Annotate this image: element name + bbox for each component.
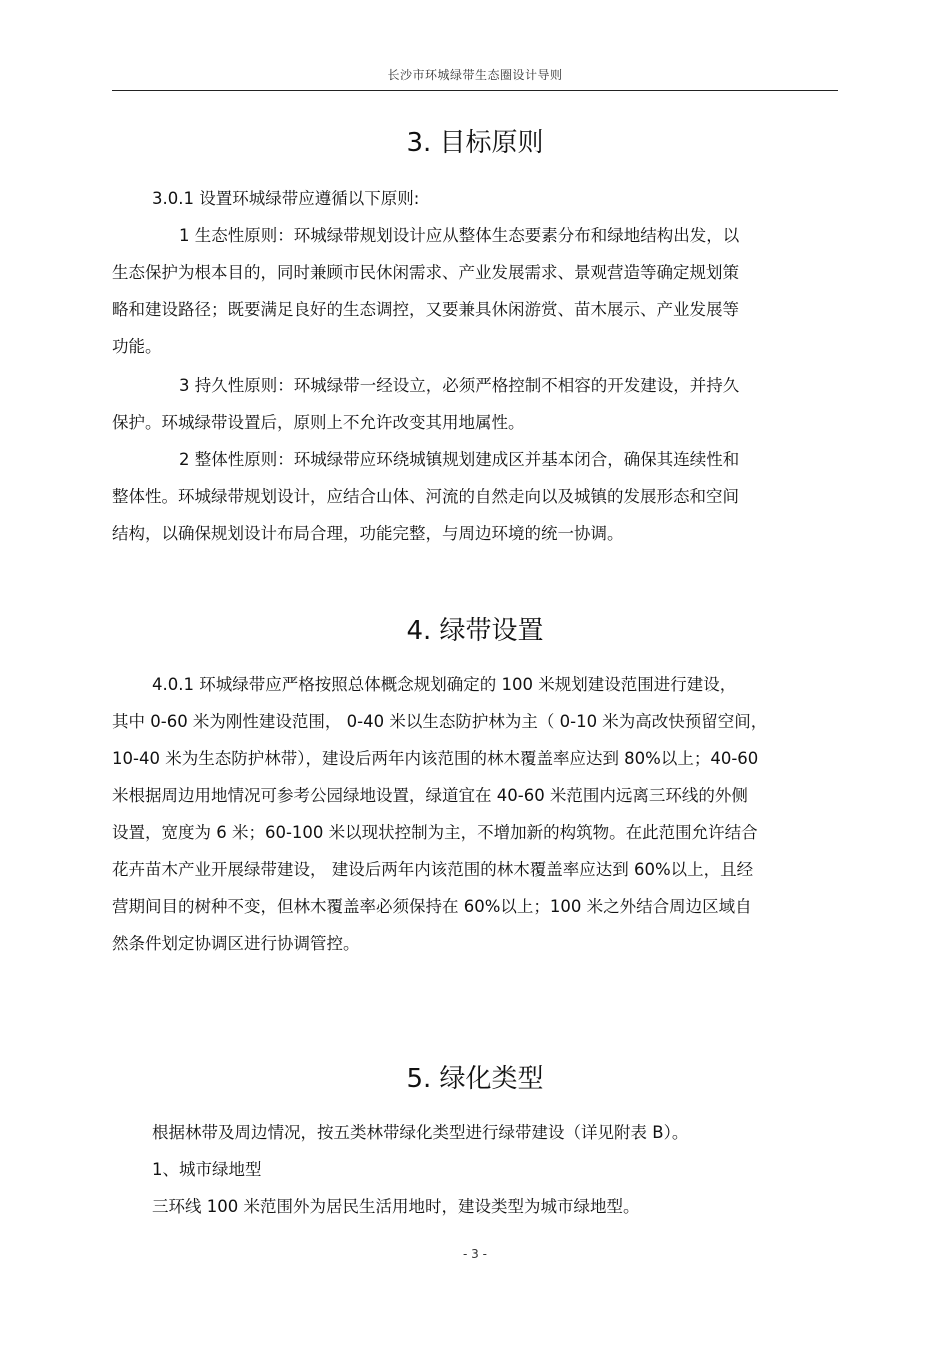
text-line: 三环线 100 米范围外为居民生活用地时，建设类型为城市绿地型。 [152, 1197, 640, 1216]
text-line: 生态保护为根本目的，同时兼顾市民休闲需求、产业发展需求、景观营造等确定规划策 [112, 263, 739, 282]
text-line: 米根据周边用地情况可参考公园绿地设置，绿道宜在 40-60 米范围内远离三环线的外侧 [112, 786, 748, 805]
section-heading-5: 5. 绿化类型 [406, 1064, 544, 1094]
text-line: 花卉苗木产业开展绿带建设， 建设后两年内该范围的林木覆盖率应达到 60%以上，且经 [112, 860, 754, 879]
page-number: - 3 - [463, 1247, 487, 1261]
section-heading-4: 4. 绿带设置 [406, 616, 544, 646]
text-line: 营期间目的树种不变，但林木覆盖率必须保持在 60%以上；100 米之外结合周边区域自 [112, 897, 752, 916]
text-line: 设置，宽度为 6 米；60-100 米以现状控制为主，不增加新的构筑物。在此范围允许结合 [112, 823, 758, 842]
greening-type-1-title [112, 1151, 838, 1188]
text-line: 保护。环城绿带设置后，原则上不允许改变其用地属性。 [112, 413, 525, 432]
text-line: 2 整体性原则：环城绿带应环绕城镇规划建成区并基本闭合，确保其连续性和 [179, 450, 740, 469]
text-line: 3 持久性原则：环城绿带一经设立，必须严格控制不相容的开发建设，并持久 [179, 376, 740, 395]
text-line: 然条件划定协调区进行协调管控。 [112, 934, 360, 953]
clause-4-0-1 [112, 666, 838, 962]
running-header: 长沙市环城绿带生态圈设计导则 [387, 68, 563, 82]
text-line: 3.0.1 设置环城绿带应遵循以下原则: [152, 189, 420, 208]
text-line: 略和建设路径；既要满足良好的生态调控，又要兼具休闲游赏、苗木展示、产业发展等 [112, 300, 739, 319]
text-line: 其中 0-60 米为刚性建设范围， 0-40 米以生态防护林为主（ 0-10 米为高改快预留空间， [112, 712, 768, 731]
section-heading-3: 3. 目标原则 [406, 128, 544, 158]
principle-ecological [112, 217, 838, 365]
header-divider [112, 90, 838, 91]
text-line: 4.0.1 环城绿带应严格按照总体概念规划确定的 100 米规划建设范围进行建设， [152, 675, 737, 694]
text-line: 10-40 米为生态防护林带），建设后两年内该范围的林木覆盖率应达到 80%以上；40-60 [112, 749, 759, 768]
principle-permanence [112, 367, 838, 441]
text-line: 整体性。环城绿带规划设计，应结合山体、河流的自然走向以及城镇的发展形态和空间 [112, 487, 739, 506]
text-line: 1 生态性原则：环城绿带规划设计应从整体生态要素分布和绿地结构出发，以 [179, 226, 740, 245]
text-line: 根据林带及周边情况，按五类林带绿化类型进行绿带建设（详见附表 B）。 [152, 1123, 689, 1142]
text-line: 1、城市绿地型 [152, 1160, 262, 1179]
greening-type-1-desc [112, 1188, 838, 1225]
principle-integrity [112, 441, 838, 552]
clause-3-0-1 [112, 180, 838, 217]
greening-intro [112, 1114, 838, 1151]
text-line: 功能。 [112, 337, 162, 356]
text-line: 结构，以确保规划设计布局合理，功能完整，与周边环境的统一协调。 [112, 524, 624, 543]
